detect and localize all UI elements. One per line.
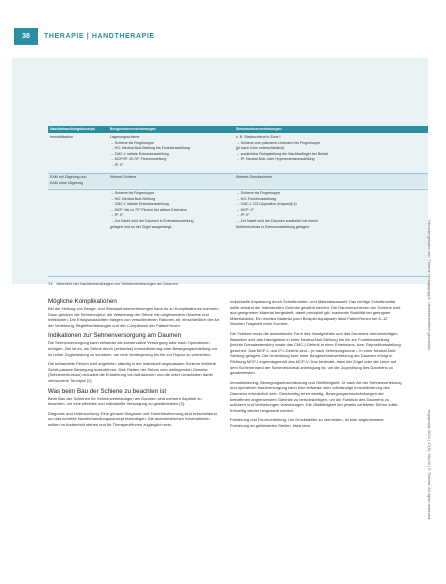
download-notice: Heruntergeladen von: Thieme Verlagsgruppe. Urheberrechtlich geschützt.	[427, 220, 432, 351]
heading-complications: Mögliche Komplikationen	[48, 298, 117, 305]
paragraph: Beim Bau der Schienen für Sehnenverletzungen am Daumen sind mehrere Aspekte zu beachten, um eine effektive und individuelle Versorgung zu gewährleisten [3]:	[48, 395, 202, 407]
journal-citation: ergopraxis 2024 | 17(9): Ma-Mi | © Thieme. All rights reserved.	[427, 410, 432, 521]
table-cell-concept: EAM mit Zügelung und EAM ohne Zügelung	[50, 175, 87, 185]
table-cell-flexor: Lagerungsschiene → Schiene bis Fingerkuppe → HG: Neutral-Null-Stellung bis Funktionsstellung → CMC-I: radiale Extensionsstellung → MCP/IP: 40-70° Flexionsstellung → IP: 0°	[110, 135, 190, 167]
heading-indications: Indikationen zur Sehnenversorgung am Daumen	[48, 332, 182, 340]
table-header	[48, 126, 428, 133]
paragraph: Immobilisierung, Bewegungseinschränkung und Gleitfähigkeit: Je nach Art der Sehnenverletzung und operativen Nachversorgung kann eine teilweise oder vollständige Immobilisierung des Daumens erforderlich sein. Gleichzeitig ist es wichtig, Bewegungseinschränkungen der betroffenen angrenzenden Gelenke zu berücksichtigen, um die Funktion des Daumens zu schützen und Verklebungen vorzubeugen. Die Gleitfähigkeit der jeweils verletzten Sehne sollte frühzeitig wieder hergestellt werden.	[230, 379, 402, 413]
table-cell-flexor: Kleinert-Schiene	[110, 175, 137, 179]
table-divider	[48, 276, 428, 277]
paragraph: Die Sehnenversorgung kann entweder als konservative Versorgung oder nach Operationen erfolgen. Ziel ist es, die Sehne durch (zeitweise) Immobilisierung oder Bewegungseinleitung vor zu hoher Zugbelastung zu schützen, um eine Verlängerung bis hin zur Ruptur zu vermeiden.	[48, 340, 218, 357]
running-head: THERAPIE | HANDTHERAPIE	[44, 33, 155, 40]
table-caption	[48, 282, 178, 286]
table-cell-extensor: Kleinert-Streckschiene	[236, 175, 272, 179]
paragraph: Die behandelte Person wird angeleitet, ständig in der individuell angepassten Schiene limitierte Schrit-passive Bewegung auszuführen. Das Gleiten der Sehne zum umliegenden Gewebe (Sehnenexkursion) reduziert die Entstehung von Adhäsionen und die unter Umständen damit verbundene Tenolyse [2].	[48, 361, 217, 383]
right-column	[230, 298, 402, 432]
paragraph: Diagnose und Untersuchung: Eine genaue Diagnose und Zonenbestimmung sind entscheidend, um das korrekte Nachbehandlungskonzept festzulegen. Die anamnestischen Informationen sollten im Arztbericht stehen und für Therapeut*innen zugänglich sein.	[48, 410, 218, 427]
table-caption-text: Übersicht der Nachbehandlungen von Sehnenverletzungen am Daumen	[56, 282, 178, 286]
left-column	[48, 298, 220, 432]
table-header-concept: Nachbehandlungskonzept	[50, 127, 95, 131]
paragraph: Individuelle Anpassung durch Schnittmuster- und Materialauswahl: Das richtige Schnittmuster sollte anhand der individuellen Gelenke gewählt werden. Die Daumenschienen der Schiene wird aus geeignetem Material hergestellt, damit prinzipiell gilt: maximale Stabilität bei geringster Materialdicke. Ein leichtes Material (zum Beispiel Aquaplast) lässt Patient*innen bei 6–12 Wochen Tragezeit mehr Komfort.	[230, 299, 401, 327]
running-header	[0, 28, 446, 45]
table-header-extensor: Strecksehnenverletzungen	[236, 127, 282, 131]
paragraph: Bei der Heilung von Beuge- und Strecksehnenverletzungen kann es zu Komplikationen kommen. Dazu gehören die Sehnenruptur, die Verklebung der Sehne mit umgebendem Gewebe und Infektionen. Die Erfolgsaussichten hängen von verschiedenen Faktoren ab, einschließlich der Art der Verletzung, Begleitverletzungen und der Compliance der Patient*innen.	[48, 306, 220, 328]
side-margin-text	[424, 220, 434, 540]
table-cell-concept: Immobilisation	[50, 135, 73, 139]
paragraph: Polsterung und Druckverteilung: Um Druckstellen zu vermeiden, ist eine angemessene Polsterung an gefährdeten Stellen, etwa dem	[230, 417, 384, 428]
table-row	[48, 174, 428, 188]
page-number: 38	[14, 28, 38, 45]
heading-splint-building: Was beim Bau der Schiene zu beachten ist	[48, 387, 167, 395]
table-cell-extensor: z. B. Stackschiene in Zone I → Schiene vom palmaren Unterarm bis Fingerkuppe (je nach Zone unterschiedlich) → zusätzliche Ruhigstellung der Nachbarfinger bei Bedarf → IP: Neutral-Null- oder Hyperextensionsstellung	[236, 135, 329, 162]
table-cell-extensor: → Schiene bis Fingerkuppe → HG: Funktionsstellung → CMC-I: 2/3-Opposition (Kapandji 4) → MCP: 0° → IP: 0° → Zur Nacht wird der Daumen zusätzlich mit einem Klettverschluss in Extensionsstellung gelagert.	[236, 191, 319, 229]
table-row	[48, 134, 428, 172]
table-row	[48, 190, 428, 232]
paragraph: Die Schiene muss die anatomische Form des Handgelenks und des Daumens berücksichtigen. Bisweilen wird das Handgelenk in einer Neutral-Null-Stellung bis hin zur Funktionsstellung (leichte Dorsalextension) sowie das CMC-I-Gelenk in einer Extensions- bzw. Repositionsstellung gesichert. Das MCP-I- und IP-I-Gelenk sind – je nach Verletzungszone – in einer Neutral-Null-Stellung gelagert. Die Umlenkung bzw. einer Beugesehnenverletzung am Daumen erfolgt in Richtung MCP-I ergebnisgemäß des MCP-V. Das bedeutet, dass der Zügel oder die Leine auf dem Schienenrand der Schienendorsal anbringung ist, um die Zugrichtung des Daumens zu gewährleisten.	[230, 330, 401, 376]
table-header-flexor: Beugesehnenverletzungen	[110, 127, 156, 131]
table-caption-label: T4	[48, 282, 53, 286]
treatment-table	[48, 126, 428, 276]
table-cell-flexor: → Schiene bis Fingerkuppe → HG: Neutral-Null-Stellung → CMC-I: radiale Extensionsstellung → MCP: bis zu 70° Flexion bei aktiver Extension → IP: 0° → Zur Nacht wird der Daumen in Extensionsstellung gelagert und so der Zügel ausgehängt.	[110, 191, 194, 229]
